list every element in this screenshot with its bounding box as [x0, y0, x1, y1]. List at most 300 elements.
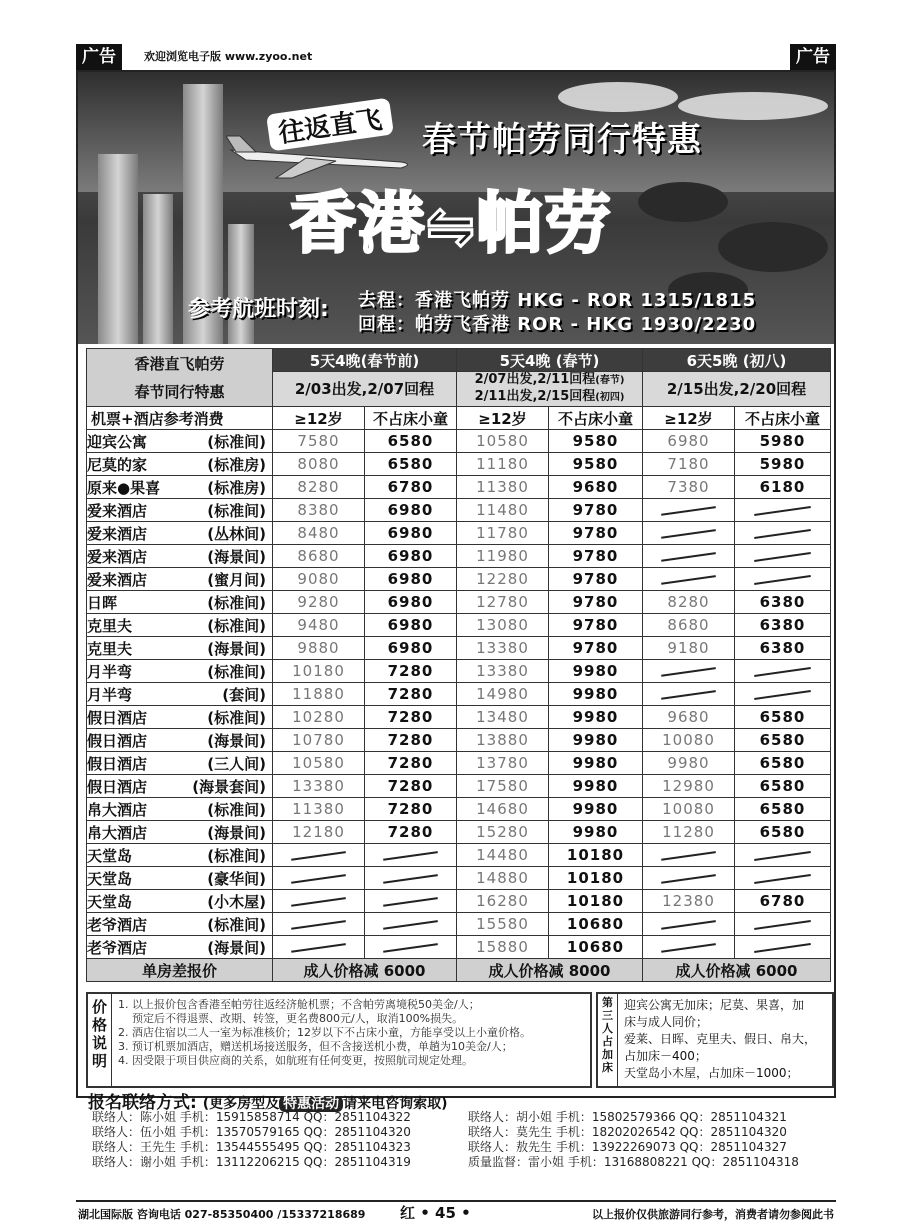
price-notes: [86, 992, 592, 1088]
adult-price: 12980: [643, 775, 735, 798]
column-adult: ≥12岁: [273, 407, 365, 430]
child-price: 9980: [549, 821, 643, 844]
not-available-cell: [365, 844, 457, 867]
note-item: 3. 预订机票加酒店，赠送机场接送服务，但不含接送机小费，单趟为10美金/人；: [118, 1040, 513, 1053]
child-price: 6580: [735, 706, 831, 729]
adult-price: 12280: [457, 568, 549, 591]
not-available-cell: [735, 522, 831, 545]
child-price: 6980: [365, 568, 457, 591]
note-item: 预定后不得退票、改期、转签，更名费800元/人，取消100%损失。: [118, 1012, 464, 1025]
single-supplement-row: [87, 959, 831, 982]
child-price: 10180: [549, 867, 643, 890]
adult-price: 10180: [273, 660, 365, 683]
not-available-cell: [735, 936, 831, 959]
table-row: [87, 844, 831, 867]
top-url[interactable]: 欢迎浏览电子版 www.zyoo.net: [144, 50, 313, 63]
package-tag-1: (春节): [595, 375, 625, 386]
child-price: 9980: [549, 752, 643, 775]
adult-price: 13880: [457, 729, 549, 752]
column-adult: ≥12岁: [643, 407, 735, 430]
third-person-line: 占加床－400；: [624, 1049, 707, 1063]
hotel-cell: [87, 752, 273, 775]
table-row: [87, 729, 831, 752]
adult-price: 11380: [457, 476, 549, 499]
return-flight: 回程：帕劳飞香港 ROR - HKG 1930/2230: [358, 314, 757, 335]
adult-price: 13380: [457, 660, 549, 683]
contact-row: 联络人：陈小姐 手机：15915858714 QQ：2851104322: [92, 1110, 411, 1124]
child-price: 9680: [549, 476, 643, 499]
contact-heading: 报名联络方式:: [88, 1093, 197, 1113]
child-price: 7280: [365, 775, 457, 798]
hotel-cell: [87, 936, 273, 959]
hotel-name: 爱来酒店: [87, 501, 148, 520]
child-price: 6580: [735, 729, 831, 752]
adult-price: 8280: [273, 476, 365, 499]
child-price: 6980: [365, 637, 457, 660]
page-number: 红 • 45 •: [400, 1204, 471, 1222]
note-item: 2. 酒店住宿以二人一室为标准核价；12岁以下不占床小童，方能享受以上小童价格。: [118, 1026, 531, 1039]
not-available-cell: [365, 890, 457, 913]
adult-price: 7380: [643, 476, 735, 499]
package-name: 6天5晚 (初八): [643, 349, 831, 372]
child-price: 9780: [549, 499, 643, 522]
room-type: (标准间): [207, 432, 266, 451]
contact-row: 联络人：敖先生 手机：13922269073 QQ：2851104327: [468, 1140, 787, 1154]
child-price: 9780: [549, 591, 643, 614]
table-row: [87, 821, 831, 844]
package-dates: 2/15出发,2/20回程: [643, 372, 831, 407]
not-available-cell: [643, 499, 735, 522]
package-dates-line-1: 2/07出发,2/11回程: [474, 372, 596, 387]
hotel-cell: [87, 660, 273, 683]
not-available-cell: [365, 936, 457, 959]
hotel-name: 克里夫: [87, 616, 133, 635]
third-person-text: [624, 997, 830, 1082]
hotel-cell: [87, 798, 273, 821]
not-available-cell: [643, 568, 735, 591]
footer-right: 以上报价仅供旅游同行参考，消费者请勿参阅此书: [592, 1208, 834, 1221]
hotel-cell: [87, 706, 273, 729]
adult-price: 11480: [457, 499, 549, 522]
table-row: [87, 706, 831, 729]
not-available-cell: [735, 568, 831, 591]
child-price: 9980: [549, 775, 643, 798]
adult-price: 11380: [273, 798, 365, 821]
not-available-cell: [273, 913, 365, 936]
column-child: 不占床小童: [735, 407, 831, 430]
contact-row: 联络人：伍小姐 手机：13570579165 QQ：2851104320: [92, 1125, 411, 1139]
table-row: [87, 752, 831, 775]
child-price: 6580: [735, 752, 831, 775]
special-offer-badge: 特惠活动: [279, 1096, 343, 1112]
adult-price: 12380: [643, 890, 735, 913]
child-price: 6980: [365, 591, 457, 614]
room-type: (标准间): [207, 501, 266, 520]
child-price: 9980: [549, 798, 643, 821]
hotel-name: 天堂岛: [87, 869, 133, 888]
not-available-cell: [735, 660, 831, 683]
hotel-name: 日晖: [87, 593, 118, 612]
not-available-cell: [365, 867, 457, 890]
column-child: 不占床小童: [549, 407, 643, 430]
contact-sub-post: 请来电咨询索取): [343, 1096, 448, 1112]
cloud-icon: [558, 82, 678, 112]
hotel-name: 原来●果喜: [87, 478, 161, 497]
adult-price: 17580: [457, 775, 549, 798]
not-available-cell: [365, 913, 457, 936]
not-available-cell: [735, 867, 831, 890]
hotel-cell: [87, 591, 273, 614]
room-type: (套间): [222, 685, 266, 704]
hotel-name: 爱来酒店: [87, 524, 148, 543]
room-type: (标准间): [207, 846, 266, 865]
room-type: (丛林间): [207, 524, 266, 543]
contact-row: 质量监督：雷小姐 手机：13168808221 QQ：2851104318: [468, 1155, 799, 1169]
child-price: 9780: [549, 545, 643, 568]
hotel-name: 尼莫的家: [87, 455, 148, 474]
hotel-name: 天堂岛: [87, 892, 133, 911]
child-price: 10180: [549, 844, 643, 867]
hotel-cell: [87, 890, 273, 913]
hotel-cell: [87, 499, 273, 522]
package-dates-line-2: 2/11出发,2/15回程: [474, 389, 596, 404]
single-supplement-label: 单房差报价: [87, 959, 273, 982]
table-row: [87, 453, 831, 476]
hotel-cell: [87, 637, 273, 660]
room-type: (蜜月间): [207, 570, 266, 589]
hotel-cell: [87, 453, 273, 476]
hotel-cell: [87, 775, 273, 798]
contact-row: 联络人：王先生 手机：13544555495 QQ：2851104323: [92, 1140, 411, 1154]
not-available-cell: [735, 545, 831, 568]
not-available-cell: [643, 844, 735, 867]
room-type: (标准间): [207, 616, 266, 635]
hotel-name: 帛大酒店: [87, 800, 148, 819]
child-price: 6380: [735, 591, 831, 614]
table-row: [87, 499, 831, 522]
child-price: 10680: [549, 913, 643, 936]
adult-price: 9080: [273, 568, 365, 591]
room-type: (标准间): [207, 915, 266, 934]
adult-price: 13380: [273, 775, 365, 798]
footer-left: 湖北国际版 咨询电话 027-85350400 /15337218689: [78, 1208, 366, 1221]
not-available-cell: [643, 936, 735, 959]
hotel-name: 爱来酒店: [87, 547, 148, 566]
child-price: 10680: [549, 936, 643, 959]
child-price: 9980: [549, 706, 643, 729]
package-name: 5天4晚 (春节): [457, 349, 643, 372]
adult-price: 10080: [643, 798, 735, 821]
not-available-cell: [643, 522, 735, 545]
adult-price: 14480: [457, 844, 549, 867]
hotel-cell: [87, 614, 273, 637]
not-available-cell: [643, 867, 735, 890]
hotel-name: 老爷酒店: [87, 938, 148, 957]
hotel-name: 爱来酒店: [87, 570, 148, 589]
table-row: [87, 683, 831, 706]
roundtrip-badge: 往返直飞: [266, 98, 394, 152]
room-type: (三人间): [207, 754, 266, 773]
room-type: (标准间): [207, 593, 266, 612]
table-row: [87, 430, 831, 453]
child-price: 6780: [365, 476, 457, 499]
hotel-cell: [87, 821, 273, 844]
outbound-flight: 去程：香港飞帕劳 HKG - ROR 1315/1815: [358, 290, 757, 311]
adult-price: 10580: [273, 752, 365, 775]
package-name: 5天4晚(春节前): [273, 349, 457, 372]
adult-price: 11880: [273, 683, 365, 706]
adult-price: 13780: [457, 752, 549, 775]
not-available-cell: [273, 844, 365, 867]
room-type: (标准间): [207, 708, 266, 727]
child-price: 9780: [549, 614, 643, 637]
third-person-line: 爱莱、日晖、克里夫、假日、帛大，: [624, 1032, 817, 1046]
adult-price: 9680: [643, 706, 735, 729]
contact-row: 联络人：谢小姐 手机：13112206215 QQ：2851104319: [92, 1155, 411, 1169]
adult-price: 14880: [457, 867, 549, 890]
third-person-box: [596, 992, 834, 1088]
adult-price: 14980: [457, 683, 549, 706]
hotel-name: 帛大酒店: [87, 823, 148, 842]
child-price: 6380: [735, 637, 831, 660]
third-person-label: 第三人占加床: [598, 994, 618, 1086]
ad-tag-left: 广告: [76, 44, 122, 70]
hotel-name: 月半弯: [87, 685, 133, 704]
table-heading: [87, 349, 273, 407]
child-price: 6380: [735, 614, 831, 637]
hotel-name: 假日酒店: [87, 708, 148, 727]
adult-price: 13380: [457, 637, 549, 660]
single-supplement-value: 成人价格减 8000: [457, 959, 643, 982]
third-person-line: 床与成人同价；: [624, 1015, 709, 1029]
island-icon: [718, 222, 828, 272]
child-price: 9980: [549, 660, 643, 683]
child-price: 6980: [365, 614, 457, 637]
table-row: [87, 545, 831, 568]
note-item: 1. 以上报价包含香港至帕劳往返经济舱机票；不含帕劳离境税50美金/人；: [118, 998, 480, 1011]
room-type: (海景间): [207, 547, 266, 566]
not-available-cell: [735, 683, 831, 706]
table-row: [87, 660, 831, 683]
third-person-line: 迎宾公寓无加床；尼莫、果喜，加: [624, 998, 805, 1012]
child-price: 9980: [549, 729, 643, 752]
package-dates: [457, 372, 643, 407]
hotel-name: 老爷酒店: [87, 915, 148, 934]
child-price: 6580: [735, 775, 831, 798]
hotel-name: 月半弯: [87, 662, 133, 681]
ad-frame: [76, 70, 836, 1098]
room-type: (海景间): [207, 938, 266, 957]
adult-price: 7180: [643, 453, 735, 476]
hotel-name: 天堂岛: [87, 846, 133, 865]
package-tag-2: (初四): [595, 392, 625, 403]
title-destination: 帕劳: [476, 185, 613, 262]
single-supplement-value: 成人价格减 6000: [273, 959, 457, 982]
note-item: 4. 因受限于项目供应商的关系，如航班有任何变更，按照航司规定处理。: [118, 1054, 473, 1067]
hotel-name: 克里夫: [87, 639, 133, 658]
child-price: 6780: [735, 890, 831, 913]
notes-list: [118, 998, 588, 1068]
table-row: [87, 798, 831, 821]
island-icon: [638, 182, 728, 222]
not-available-cell: [273, 936, 365, 959]
contact-sub-pre: (更多房型及: [202, 1096, 280, 1112]
adult-price: 11780: [457, 522, 549, 545]
room-type: (标准房): [207, 478, 266, 497]
adult-price: 12780: [457, 591, 549, 614]
adult-price: 9980: [643, 752, 735, 775]
banner-title: [290, 170, 613, 265]
adult-price: 11280: [643, 821, 735, 844]
two-way-arrow-icon: ⇋: [426, 192, 477, 260]
adult-price: 15580: [457, 913, 549, 936]
adult-price: 8680: [643, 614, 735, 637]
table-row: [87, 568, 831, 591]
table-row: [87, 867, 831, 890]
adult-price: 9280: [273, 591, 365, 614]
skyscraper-icon: [228, 224, 254, 344]
table-row: [87, 936, 831, 959]
adult-price: 11980: [457, 545, 549, 568]
column-adult: ≥12岁: [457, 407, 549, 430]
not-available-cell: [735, 844, 831, 867]
hotel-cell: [87, 430, 273, 453]
skyscraper-icon: [143, 194, 173, 344]
adult-price: 8280: [643, 591, 735, 614]
adult-price: 9880: [273, 637, 365, 660]
contact-row: 联络人：胡小姐 手机：15802579366 QQ：2851104321: [468, 1110, 787, 1124]
child-price: 5980: [735, 430, 831, 453]
table-row: [87, 890, 831, 913]
adult-price: 10280: [273, 706, 365, 729]
skyscraper-icon: [98, 154, 138, 344]
adult-price: 10080: [643, 729, 735, 752]
not-available-cell: [273, 867, 365, 890]
child-price: 6580: [365, 430, 457, 453]
hotel-cell: [87, 522, 273, 545]
single-supplement-value: 成人价格减 6000: [643, 959, 831, 982]
child-price: 9780: [549, 522, 643, 545]
adult-price: 8680: [273, 545, 365, 568]
room-type: (小木屋): [207, 892, 266, 911]
adult-price: 14680: [457, 798, 549, 821]
room-type: (海景套间): [192, 777, 266, 796]
adult-price: 16280: [457, 890, 549, 913]
child-price: 5980: [735, 453, 831, 476]
not-available-cell: [643, 913, 735, 936]
room-type: (豪华间): [207, 869, 266, 888]
adult-price: 8380: [273, 499, 365, 522]
child-price: 9580: [549, 430, 643, 453]
adult-price: 13480: [457, 706, 549, 729]
child-price: 7280: [365, 660, 457, 683]
adult-price: 6980: [643, 430, 735, 453]
price-table: [86, 348, 831, 982]
child-price: 6580: [735, 798, 831, 821]
child-price: 6980: [365, 499, 457, 522]
not-available-cell: [735, 913, 831, 936]
contact-row: 联络人：莫先生 手机：18202026542 QQ：2851104320: [468, 1125, 787, 1139]
child-price: 6980: [365, 545, 457, 568]
package-dates: 2/03出发,2/07回程: [273, 372, 457, 407]
not-available-cell: [643, 545, 735, 568]
child-price: 7280: [365, 706, 457, 729]
hotel-cell: [87, 476, 273, 499]
ad-tag-right: 广告: [790, 44, 836, 70]
adult-price: 13080: [457, 614, 549, 637]
not-available-cell: [735, 499, 831, 522]
table-row: [87, 614, 831, 637]
child-price: 7280: [365, 683, 457, 706]
child-price: 9780: [549, 568, 643, 591]
hotel-cell: [87, 867, 273, 890]
hotel-cell: [87, 683, 273, 706]
hotel-cell: [87, 568, 273, 591]
adult-price: 10580: [457, 430, 549, 453]
title-origin: 香港: [290, 185, 426, 262]
room-type: (标准房): [207, 455, 266, 474]
child-price: 9980: [549, 683, 643, 706]
hero-banner: [78, 72, 834, 344]
hotel-name: 迎宾公寓: [87, 432, 148, 451]
child-price: 6180: [735, 476, 831, 499]
adult-price: 7580: [273, 430, 365, 453]
adult-price: 15280: [457, 821, 549, 844]
hotel-cell: [87, 844, 273, 867]
table-row: [87, 476, 831, 499]
third-person-line: 天堂岛小木屋，占加床－1000；: [624, 1066, 799, 1080]
table-row: [87, 637, 831, 660]
table-row: [87, 913, 831, 936]
table-row: [87, 522, 831, 545]
child-price: 9780: [549, 637, 643, 660]
adult-price: 12180: [273, 821, 365, 844]
child-price: 6580: [365, 453, 457, 476]
column-child: 不占床小童: [365, 407, 457, 430]
adult-price: 8080: [273, 453, 365, 476]
adult-price: 11180: [457, 453, 549, 476]
not-available-cell: [643, 660, 735, 683]
adult-price: 8480: [273, 522, 365, 545]
child-price: 7280: [365, 729, 457, 752]
hotel-cell: [87, 913, 273, 936]
hotel-name: 假日酒店: [87, 777, 148, 796]
child-price: 6980: [365, 522, 457, 545]
adult-price: 15880: [457, 936, 549, 959]
table-heading-line-1: 香港直飞帕劳: [134, 354, 225, 373]
child-price: 6580: [735, 821, 831, 844]
not-available-cell: [273, 890, 365, 913]
child-price: 7280: [365, 821, 457, 844]
room-type: (海景间): [207, 823, 266, 842]
child-price: 7280: [365, 798, 457, 821]
hotel-name: 假日酒店: [87, 731, 148, 750]
adult-price: 9180: [643, 637, 735, 660]
table-row: [87, 775, 831, 798]
hotel-name: 假日酒店: [87, 754, 148, 773]
banner-subtitle: 春节帕劳同行特惠: [422, 120, 702, 160]
adult-price: 9480: [273, 614, 365, 637]
top-bar: [76, 44, 836, 70]
child-price: 7280: [365, 752, 457, 775]
room-type: (海景间): [207, 639, 266, 658]
hotel-cell: [87, 729, 273, 752]
adult-price: 10780: [273, 729, 365, 752]
table-heading-line-2: 春节同行特惠: [134, 382, 225, 401]
table-row: [87, 591, 831, 614]
room-type: (标准间): [207, 800, 266, 819]
room-type: (海景间): [207, 731, 266, 750]
